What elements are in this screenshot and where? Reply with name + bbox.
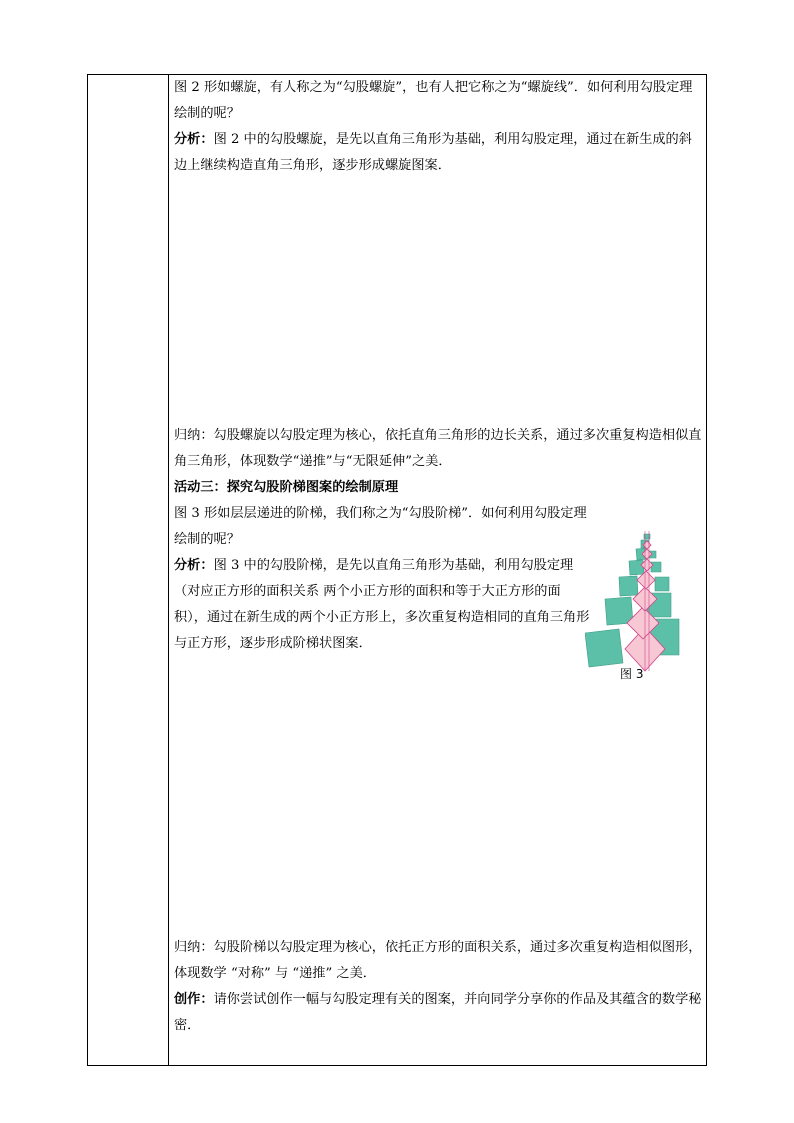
paragraph-fig2-summary: 归纳：勾股螺旋以勾股定理为核心，依托直角三角形的边长关系，通过多次重复构造相似直角三角形，体现数学“递推”与“无限延伸”之美． <box>174 428 702 469</box>
activity-three-heading: 活动三：探究勾股阶梯图案的绘制原理 <box>174 480 399 495</box>
green-square <box>655 577 669 591</box>
green-square <box>619 576 638 596</box>
pythagorean-staircase-figure <box>585 511 707 683</box>
paragraph-fig2-analysis: 分析：图 2 中的勾股螺旋，是先以直角三角形为基础，利用勾股定理，通过在新生成的斜边上继续构造直角三角形，逐步形成螺旋图案． <box>174 132 692 173</box>
green-square <box>585 629 623 667</box>
green-square <box>651 562 661 572</box>
creation-label: 创作： <box>174 992 214 1007</box>
green-square <box>629 560 644 575</box>
paragraph-fig3-intro: 图 3 形如层层递进的阶梯，我们称之为“勾股阶梯”．如何利用勾股定理绘制的呢？ <box>174 506 587 547</box>
analysis-label: 分析： <box>174 558 214 573</box>
paragraph-creation-task: 创作：请你尝试创作一幅与勾股定理有关的图案，并向同学分享你的作品及其蕴含的数学秘密． <box>174 992 702 1033</box>
paragraph-fig2-intro: 图 2 形如螺旋，有人称之为“勾股螺旋”，也有人把它称之为“螺旋线”．如何利用勾股定理绘制的呢？ <box>174 80 693 121</box>
paragraph-fig3-analysis: 分析：图 3 中的勾股阶梯，是先以直角三角形为基础，利用勾股定理（对应正方形的面积关系 两个小正方形的面积和等于大正方形的面积），通过在新生成的两个小正方形上，多次重复构造相同的直角三角形与正方形，逐步形成阶梯状图案． <box>174 558 590 651</box>
lesson-table <box>87 74 707 1066</box>
analysis-label: 分析： <box>174 132 214 147</box>
paragraph-fig3-summary: 归纳：勾股阶梯以勾股定理为核心，依托正方形的面积关系，通过多次重复构造相似图形，体现数学 “对称” 与 “递推” 之美． <box>174 940 702 981</box>
column-divider <box>168 75 169 1065</box>
figure-3-caption: 图 3 <box>620 667 644 681</box>
